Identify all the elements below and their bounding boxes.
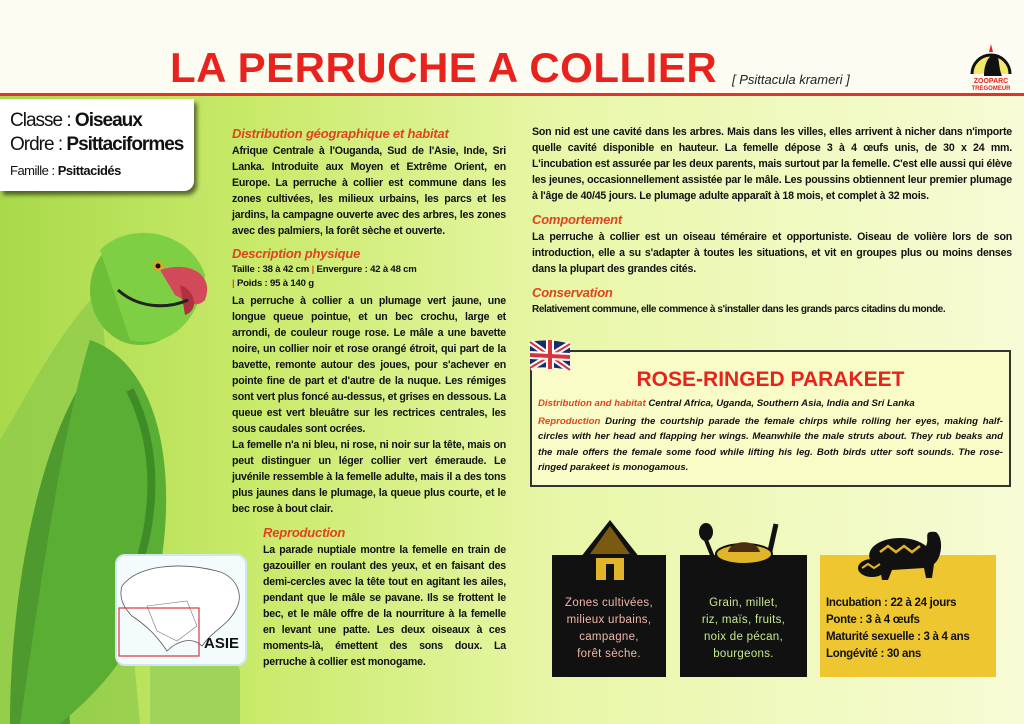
map-label: ASIE	[203, 635, 239, 652]
uk-flag-icon	[528, 338, 572, 372]
english-distribution	[532, 396, 1009, 412]
reproduction-section	[263, 523, 506, 670]
description-text-female: La femelle n'a ni bleu, ni rose, ni noir sur la tête, mais on peut distinguer un léger collier vert émeraude. Le juvénile ressemble à la femelle adulte, mais il a des tons plus jaunes dans le plumage, la queue plus courte, et le bec rose à bout clair.	[232, 439, 506, 515]
ordre-label: Ordre :	[10, 134, 67, 155]
comportement-heading: Comportement	[532, 212, 623, 227]
page-title: LA PERRUCHE A COLLIER	[170, 44, 718, 91]
description-text: La perruche à collier a un plumage vert jaune, une longue queue pointue, et un bec crochu, large et arrondi, de couleur rouge rose. Le mâle a une bavette noire, un collier noir et rose orangé étroit, qui part de la bavette, remonte autour des joues, pour s'achever en pointe fine de part et d'autre de la nuque. Les rémiges sont vert plus foncé au-dessus, et grises en dessous. La queue est vert bleuâtre sur les rectrices centrales, les sous caudales sont ocrées.	[232, 295, 506, 435]
stat-maturite: Maturité sexuelle : 3 à 4 ans	[826, 631, 970, 643]
food-bowl-icon	[696, 522, 788, 584]
ordre-value: Psittaciformes	[66, 134, 184, 155]
description-heading: Description physique	[232, 246, 361, 261]
left-column	[232, 124, 506, 670]
english-repro-text: During the courtship parade the female chirps while rolling her eyes, making half-circles with her head and flapping her wings. Meanwhile the male struts about. They rub beaks and the male offers the female some food while lifting his leg. Both birds utter soft sounds. The rose-ringed parakeet is monogamous.	[538, 415, 1003, 473]
habitat-line: milieux urbains,	[566, 614, 652, 626]
animal-family-icon	[852, 528, 946, 584]
habitat-line: forêt sèche.	[577, 648, 641, 660]
habitat-line: campagne,	[579, 631, 639, 643]
famille-label: Famille :	[10, 163, 58, 178]
range-map	[115, 554, 247, 666]
taille: Taille : 38 à 42 cm	[232, 264, 310, 275]
svg-text:ZOOPARC: ZOOPARC	[973, 78, 1009, 85]
famille-row	[10, 163, 194, 178]
header	[0, 0, 1024, 96]
english-dist-label: Distribution and habitat	[538, 398, 646, 409]
right-column	[532, 124, 1012, 318]
classification-box	[0, 99, 194, 191]
classe-row	[10, 109, 194, 133]
measurements	[232, 263, 506, 291]
conservation-heading: Conservation	[532, 285, 613, 300]
stat-ponte: Ponte : 3 à 4 œufs	[826, 614, 920, 626]
ordre-row	[10, 133, 194, 157]
food-line: Grain, millet,	[709, 597, 778, 609]
english-title: ROSE-RINGED PARAKEET	[636, 368, 905, 391]
conservation-text: Relativement commune, elle commence à s'installer dans les grands parcs citadins du monde.	[532, 304, 946, 315]
separator: |	[232, 278, 235, 289]
hut-icon	[578, 518, 642, 588]
english-reproduction	[532, 414, 1009, 476]
english-dist-text: Central Africa, Uganda, Southern Asia, India and Sri Lanka	[645, 398, 915, 409]
classe-label: Classe :	[10, 110, 75, 131]
famille-value: Psittacidés	[57, 163, 121, 178]
distribution-heading: Distribution géographique et habitat	[232, 126, 449, 141]
separator: |	[311, 264, 315, 275]
distribution-text: Afrique Centrale à l'Ouganda, Sud de l'Asie, Inde, Sri Lanka. Introduite aux Moyen et Extrême Orient, en Europe. La perruche à collier est commune dans les zones cultivées, les milieux urbains, les parcs et les jardins, la campagne ouverte avec des arbres, les zones avec des palmiers, la forêt sèche et ouverte.	[232, 145, 506, 237]
zooparc-logo	[966, 40, 1016, 92]
food-line: bourgeons.	[713, 648, 774, 660]
stat-longevite: Longévité : 30 ans	[826, 648, 921, 660]
english-summary-box	[530, 350, 1011, 487]
scientific-name: [ Psittacula krameri ]	[732, 72, 850, 87]
stat-incubation: Incubation : 22 à 24 jours	[826, 597, 957, 609]
english-repro-label: Reproduction	[538, 415, 601, 427]
food-line: noix de pécan,	[703, 631, 783, 643]
reproduction-heading: Reproduction	[263, 525, 346, 540]
food-line: riz, maïs, fruits,	[701, 614, 786, 626]
envergure: Envergure : 42 à 48 cm	[316, 264, 417, 275]
habitat-line: Zones cultivées,	[565, 597, 653, 609]
svg-text:TREGOMEUR: TREGOMEUR	[971, 86, 1011, 92]
nest-text: Son nid est une cavité dans les arbres. Mais dans les villes, elles arrivent à nicher dans n'importe quelle cavité disponible en hauteur. La femelle dépose 3 à 4 œufs unis, de 30 x 24 mm. L'incubation est assurée par les deux parents, mais surtout par la femelle. C'est elle aussi qui élève les jeunes, occasionnellement assistée par le mâle. Les poussins obtiennent leur premier plumage à l'âge de 40/45 jours. Le plumage adulte apparaît à 18 mois, et complet à 32 mois.	[532, 126, 1012, 202]
reproduction-text: La parade nuptiale montre la femelle en train de gazouiller en roulant des yeux, et en faisant des demi-cercles avec la tête tout en agitant les ailes, pendant que le mâle se pavane. Ils se frottent le bec, et le mâle offre de la nourriture à la femelle en levant une patte. Les deux oiseaux à ces moments-là, émettent des sons doux. La perruche à collier est monogame.	[263, 544, 506, 668]
comportement-text: La perruche à collier est un oiseau téméraire et opportuniste. Oiseau de volière lors de son introduction, elle a su s'adapter à toutes les situations, et vit en groupes plus ou moins denses dans la plupart des grandes cités.	[532, 231, 1012, 275]
classe-value: Oiseaux	[74, 110, 142, 131]
poids: Poids : 95 à 140 g	[236, 278, 314, 289]
